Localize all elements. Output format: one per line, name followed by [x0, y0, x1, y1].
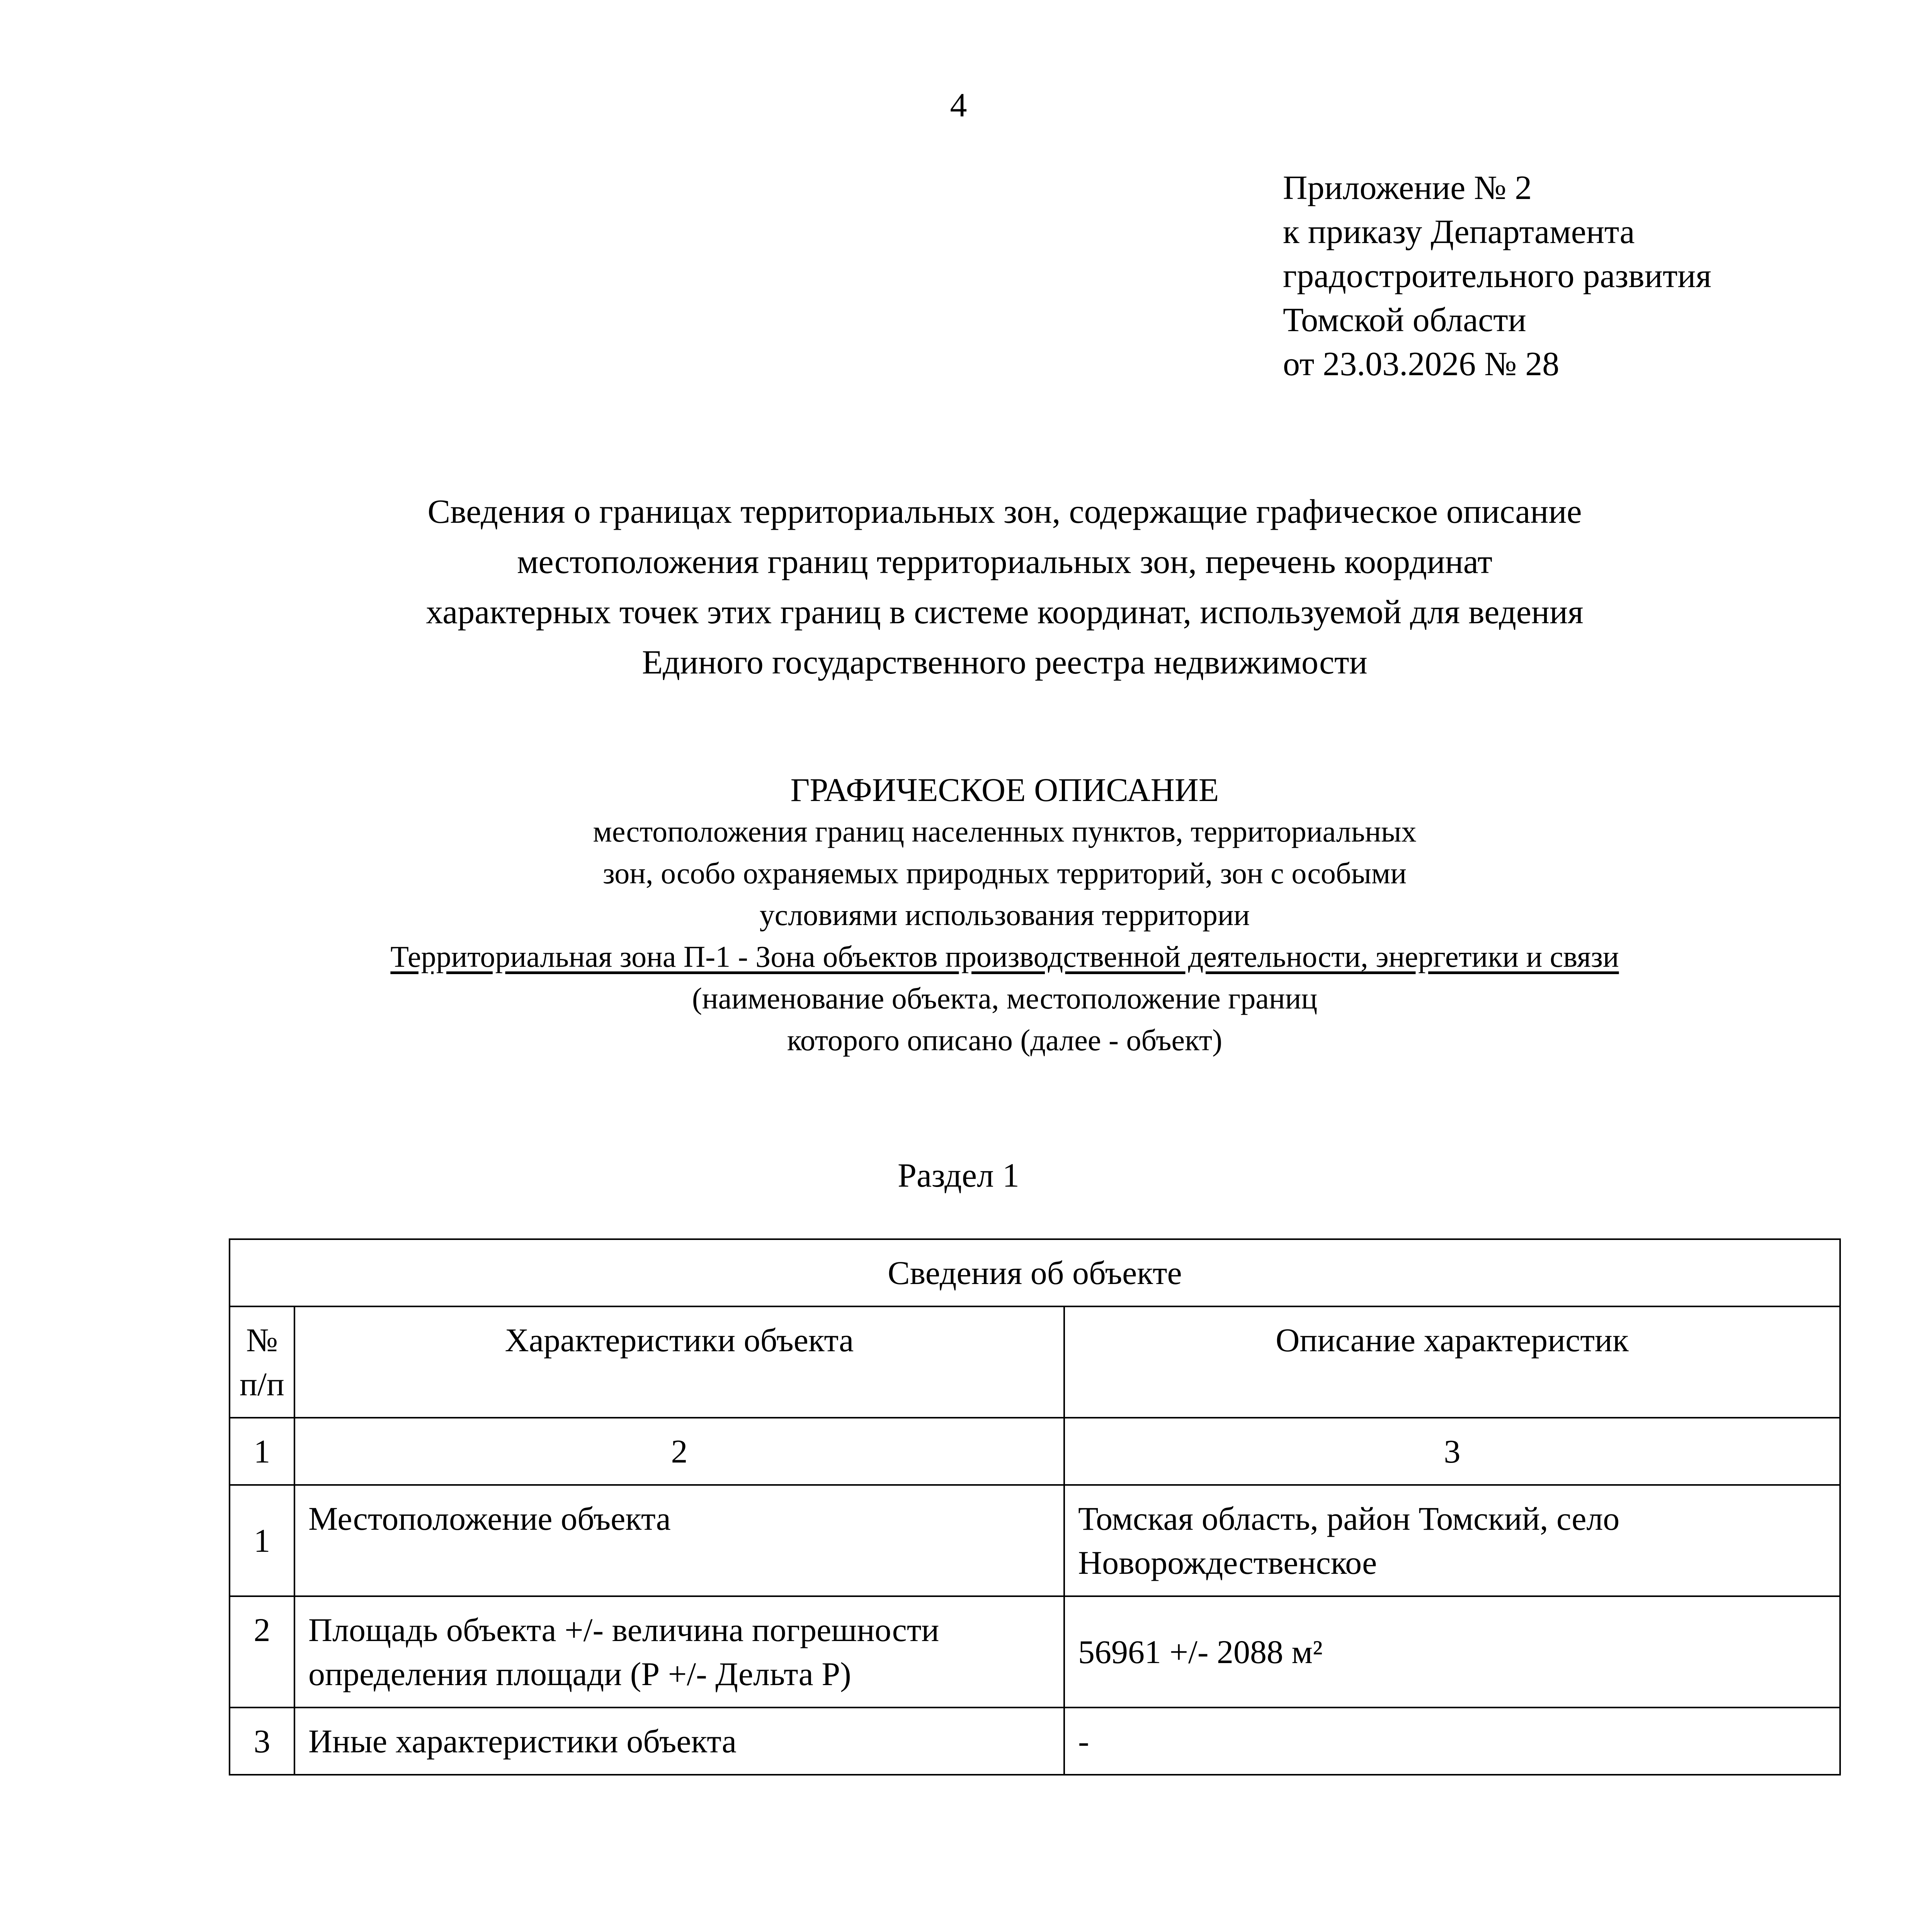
row-characteristic: Иные характеристики объекта [294, 1708, 1064, 1775]
title-line: местоположения границ территориальных зон, перечень координат [517, 543, 1493, 581]
object-info-table [229, 1238, 1841, 1776]
index-cell: 3 [1064, 1418, 1840, 1485]
row-num: 3 [230, 1708, 294, 1775]
title-line: характерных точек этих границ в системе координат, используемой для ведения [426, 594, 1584, 631]
graphic-description-heading: ГРАФИЧЕСКОЕ ОПИСАНИЕ [790, 771, 1219, 808]
subtitle-line: местоположения границ населенных пунктов, территориальных [593, 815, 1417, 848]
table-header-row [230, 1306, 1840, 1418]
appendix-block [1283, 166, 1711, 386]
title-line: Единого государственного реестра недвижимости [642, 644, 1368, 681]
header-characteristic: Характеристики объекта [294, 1306, 1064, 1418]
appendix-line: Приложение № 2 [1283, 169, 1532, 207]
table-caption-row [230, 1239, 1840, 1306]
table-index-row [230, 1418, 1840, 1485]
zone-name: Территориальная зона П-1 - Зона объектов производственной деятельности, энергетики и связи [390, 940, 1619, 973]
table-row [230, 1708, 1840, 1775]
table-row [230, 1485, 1840, 1596]
graphic-description-block [232, 769, 1778, 1061]
document-title [232, 487, 1778, 688]
page-number: 4 [950, 87, 967, 124]
table-row [230, 1596, 1840, 1708]
title-line: Сведения о границах территориальных зон, содержащие графическое описание [427, 493, 1582, 531]
row-num: 2 [230, 1596, 294, 1708]
row-description: - [1064, 1708, 1840, 1775]
section-label: Раздел 1 [898, 1157, 1019, 1194]
appendix-line: градостроительного развития [1283, 257, 1711, 295]
subtitle-line: зон, особо охраняемых природных территорий, зон с особыми [602, 856, 1407, 890]
table-caption: Сведения об объекте [230, 1239, 1840, 1306]
appendix-line: от 23.03.2026 № 28 [1283, 345, 1560, 383]
row-description: 56961 +/- 2088 м² [1064, 1596, 1840, 1708]
appendix-line: к приказу Департамента [1283, 213, 1635, 251]
row-characteristic: Местоположение объекта [294, 1485, 1064, 1596]
index-cell: 2 [294, 1418, 1064, 1485]
row-num: 1 [230, 1485, 294, 1596]
header-num: № п/п [230, 1306, 294, 1418]
index-cell: 1 [230, 1418, 294, 1485]
subtitle-line: условиями использования территории [759, 898, 1250, 932]
note-line: которого описано (далее - объект) [787, 1023, 1223, 1057]
row-description: Томская область, район Томский, село Новорождественское [1064, 1485, 1840, 1596]
appendix-line: Томской области [1283, 301, 1526, 339]
note-line: (наименование объекта, местоположение границ [692, 981, 1318, 1015]
header-description: Описание характеристик [1064, 1306, 1840, 1418]
row-characteristic: Площадь объекта +/- величина погрешности определения площади (Р +/- Дельта Р) [294, 1596, 1064, 1708]
